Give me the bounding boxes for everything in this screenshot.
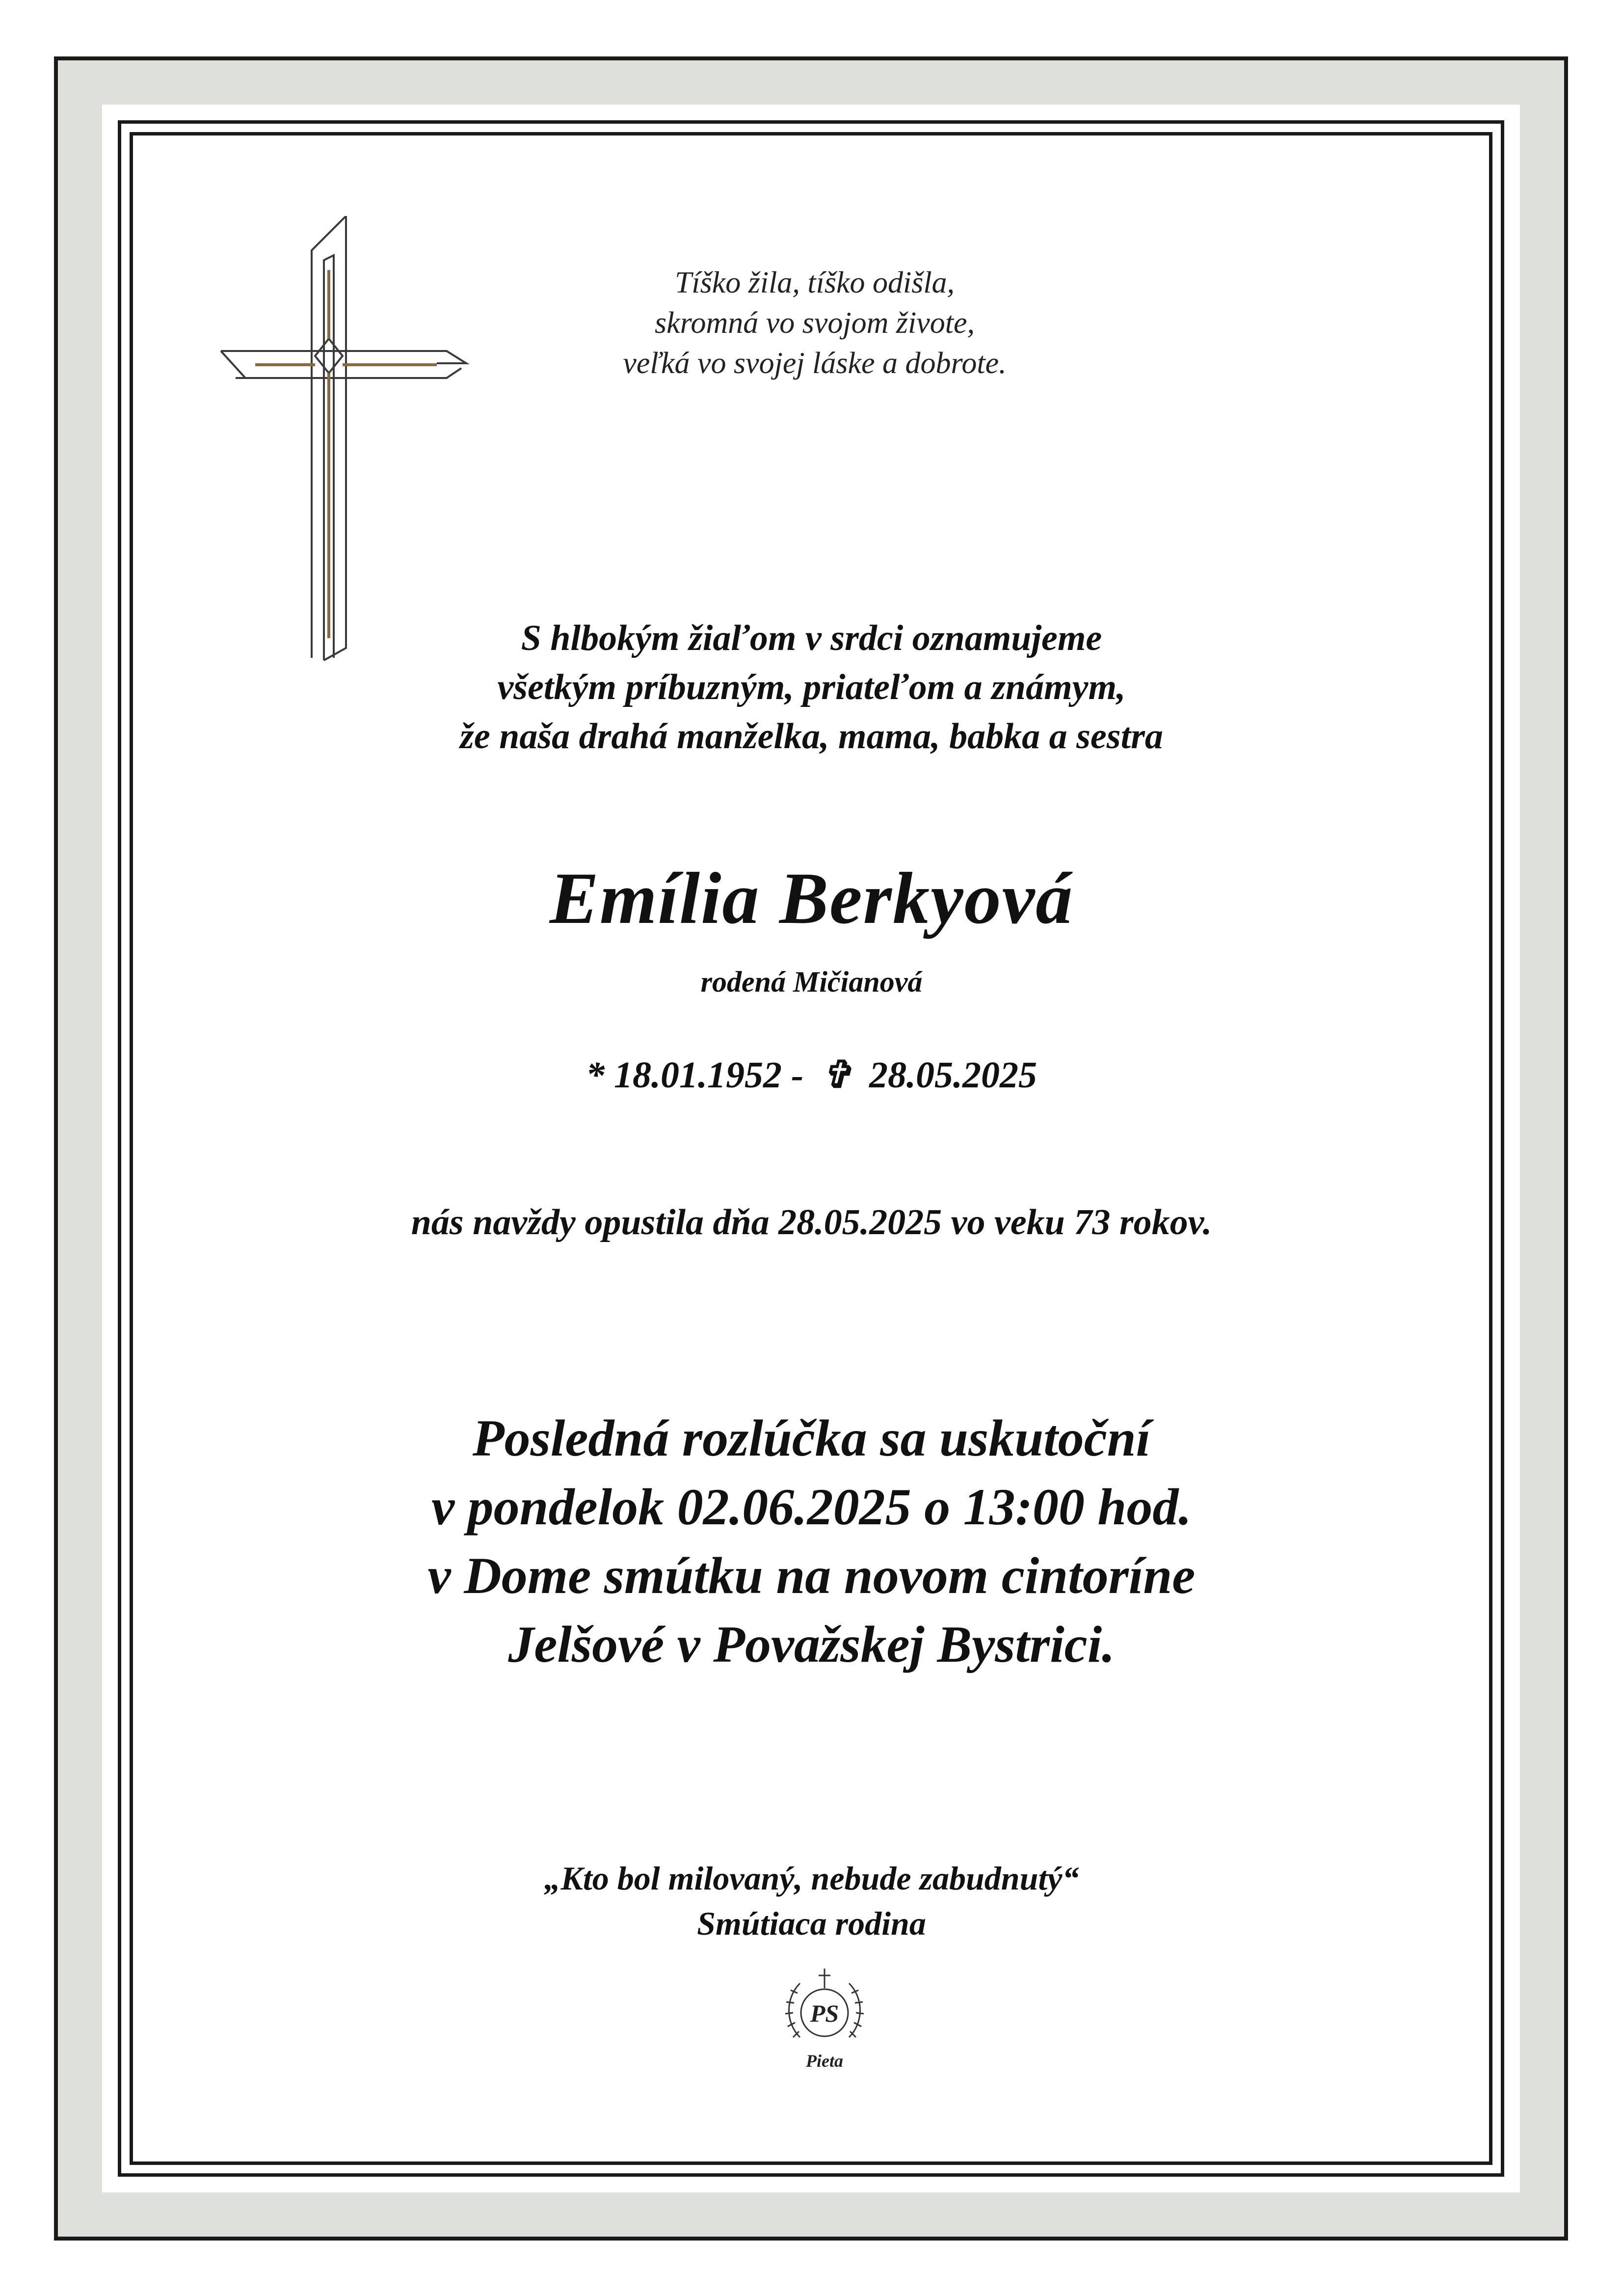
farewell-line: v Dome smútku na novom cintoríne [427, 1547, 1196, 1604]
deceased-name: Emília Berkyová [549, 858, 1074, 939]
verse [226, 263, 1404, 383]
closing [0, 1856, 1623, 1946]
maiden-name: rodená Mičianová [700, 966, 923, 998]
verse-line: skromná vo svojom živote, [654, 306, 975, 340]
death-cross-icon: ✞ [821, 1054, 852, 1096]
signature-family: Smútiaca rodina [697, 1905, 926, 1942]
farewell-line: v pondelok 02.06.2025 o 13:00 hod. [431, 1478, 1192, 1536]
verse-line: veľká vo svojej láske a dobrote. [623, 347, 1007, 380]
closing-quote: „Kto bol milovaný, nebude zabudnutý“ [544, 1860, 1079, 1897]
birth-date: * 18.01.1952 - [586, 1054, 804, 1096]
logo-text: Pieta [806, 2051, 843, 2071]
announcement [0, 614, 1623, 761]
announcement-line: všetkým príbuzným, priateľom a známym, [497, 667, 1126, 707]
farewell-line: Jelšové v Považskej Bystrici. [508, 1616, 1115, 1673]
death-date: 28.05.2025 [869, 1054, 1037, 1096]
logo-monogram: PS [810, 1999, 839, 2027]
pieta-logo [775, 1964, 874, 2077]
announcement-line: že naša drahá manželka, mama, babka a sestra [460, 716, 1163, 756]
farewell-line: Posledná rozlúčka sa uskutoční [472, 1409, 1151, 1467]
life-dates [0, 1051, 1623, 1100]
announcement-line: S hlbokým žiaľom v srdci oznamujeme [521, 618, 1102, 658]
passing-line: nás navždy opustila dňa 28.05.2025 vo veku 73 rokov. [411, 1202, 1212, 1243]
verse-line: Tíško žila, tíško odišla, [674, 266, 955, 299]
farewell-info [0, 1404, 1623, 1679]
